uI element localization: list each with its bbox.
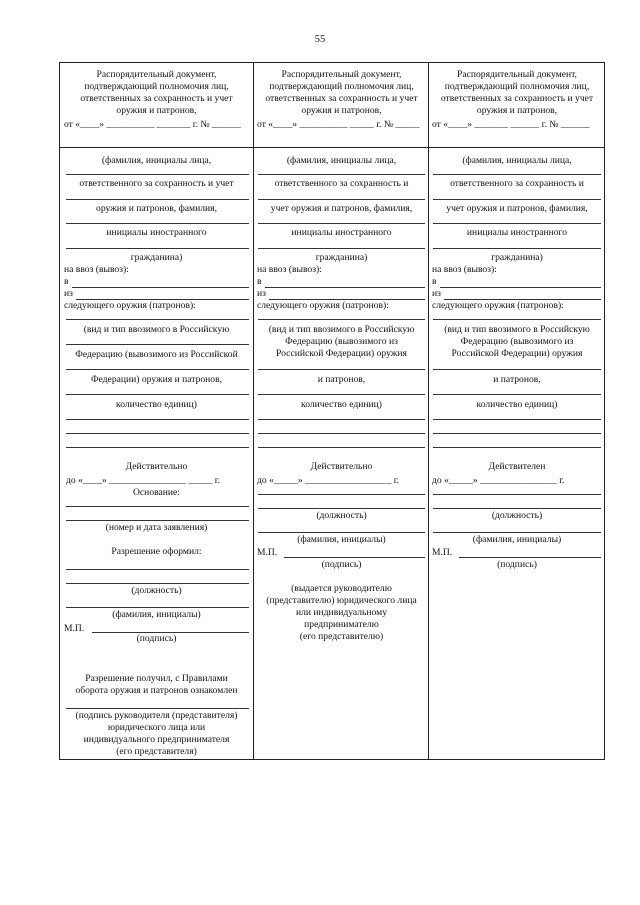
weapon-label-3: Федерации) оружия и патронов, <box>90 374 223 385</box>
issued-line-1: (выдается руководителю <box>291 583 392 594</box>
weapon-label-1: (вид и тип ввозимого в Российскую <box>444 324 590 335</box>
head-signature-label-2: юридического лица или <box>107 722 206 733</box>
signature-line <box>459 557 601 558</box>
person-label-2: ответственного за сохранность и учет <box>79 178 234 189</box>
weapon-label-3: Российской Федерации) оружия <box>451 348 583 359</box>
head-signature-label-3: индивидуального предпринимателя <box>83 734 230 745</box>
following-label: следующего оружия (патронов): <box>64 300 196 311</box>
person-line <box>258 174 425 175</box>
weapon-line <box>433 394 601 395</box>
form-table <box>59 62 605 760</box>
mp-label: М.П. <box>64 623 85 634</box>
page-number: 55 <box>314 34 326 45</box>
issuer-line <box>66 569 249 570</box>
quantity-label: количество единиц) <box>301 399 382 410</box>
blank-line <box>66 419 249 420</box>
valid-label: Действительно <box>310 461 373 472</box>
form-column-2 <box>253 63 429 759</box>
following-label: следующего оружия (патронов): <box>257 300 389 311</box>
from-label: из <box>257 288 266 299</box>
header-line-4: оружия и патронов, <box>116 105 197 116</box>
form-column-1 <box>60 63 253 759</box>
to-line <box>265 287 425 288</box>
basis-label: Основание: <box>133 487 180 498</box>
blank-line <box>66 433 249 434</box>
to-label: в <box>257 276 262 287</box>
person-label-3: учет оружия и патронов, фамилия, <box>446 203 588 214</box>
person-label-1: (фамилия, инициалы лица, <box>101 155 212 166</box>
position-label: (должность) <box>491 510 543 521</box>
application-label: (номер и дата заявления) <box>105 522 208 533</box>
person-line <box>66 199 249 200</box>
header-line-3: ответственных за сохранность и учет <box>80 93 233 104</box>
header-date-line: от «____» __________ _______ г. № ______ <box>64 119 241 130</box>
person-line <box>66 248 249 249</box>
person-line <box>258 248 425 249</box>
person-label-3: оружия и патронов, фамилия, <box>96 203 217 214</box>
to-label: в <box>64 276 69 287</box>
header-line-1: Распорядительный документ, <box>457 69 577 80</box>
person-line <box>433 223 601 224</box>
issued-line-3: или индивидуальному <box>295 607 388 618</box>
position-line <box>258 508 425 509</box>
header-line-2: подтверждающий полномочия лиц, <box>444 81 590 92</box>
header-line-2: подтверждающий полномочия лиц, <box>84 81 229 92</box>
issued-line-5: (его представителю) <box>299 631 384 642</box>
import-export-label: на ввоз (вывоз): <box>257 264 322 275</box>
name-line <box>66 607 249 608</box>
valid-until-line: до «____» ________________ _____ г. <box>66 475 221 486</box>
quantity-label: количество единиц) <box>116 399 197 410</box>
mp-label: М.П. <box>257 547 278 558</box>
blank-line <box>433 447 601 448</box>
person-line <box>433 248 601 249</box>
issued-line-2: (представителю) юридического лица <box>266 595 417 606</box>
person-line <box>433 199 601 200</box>
person-label-1: (фамилия, инициалы лица, <box>462 155 572 166</box>
blank-line <box>258 433 425 434</box>
name-line <box>258 532 425 533</box>
person-label-3: учет оружия и патронов, фамилия, <box>270 203 413 214</box>
valid-label: Действителен <box>488 461 546 472</box>
weapon-label-3: Российской Федерации) оружия <box>276 348 407 359</box>
blank-line <box>433 433 601 434</box>
import-export-label: на ввоз (вывоз): <box>64 264 129 275</box>
received-line-1: Разрешение получил, с Правилами <box>85 673 228 684</box>
weapon-line <box>258 369 425 370</box>
position-line <box>433 494 601 495</box>
person-label-5: гражданина) <box>491 252 543 263</box>
person-line <box>66 174 249 175</box>
person-label-5: гражданина) <box>130 252 183 263</box>
header-date-line: от «____» _______ ______ г. № ______ <box>432 119 590 130</box>
following-label: следующего оружия (патронов): <box>432 300 564 311</box>
person-line <box>258 199 425 200</box>
signature-line <box>284 557 425 558</box>
weapon-label-2: Федерацию (вывозимого из <box>460 336 574 347</box>
header-line-1: Распорядительный документ, <box>281 69 402 80</box>
basis-line <box>66 520 249 521</box>
weapon-line <box>258 319 425 320</box>
head-signature-label-1: (подпись руководителя (представителя) <box>75 710 238 721</box>
head-signature-label-4: (его представителя) <box>116 746 197 757</box>
basis-line <box>66 506 249 507</box>
quantity-label: количество единиц) <box>476 399 558 410</box>
received-line-2: оборота оружия и патронов ознакомлен <box>75 685 238 696</box>
mp-label: М.П. <box>432 547 453 558</box>
weapon-line <box>66 369 249 370</box>
header-line-1: Распорядительный документ, <box>96 69 217 80</box>
weapon-label-4: и патронов, <box>493 374 541 385</box>
name-label: (фамилия, инициалы) <box>472 534 562 545</box>
weapon-line <box>66 344 249 345</box>
valid-until-line: до «_____» ________________ г. <box>432 475 565 486</box>
position-label: (должность) <box>316 510 367 521</box>
head-signature-line <box>66 708 249 709</box>
person-line <box>258 223 425 224</box>
form-column-3 <box>428 63 605 759</box>
from-label: из <box>432 288 441 299</box>
from-label: из <box>64 288 73 299</box>
signature-label: (подпись) <box>136 633 177 644</box>
name-line <box>433 532 601 533</box>
person-label-2: ответственного за сохранность и <box>450 178 584 189</box>
issued-line-4: предпринимателю <box>304 619 379 630</box>
weapon-line <box>433 369 601 370</box>
weapon-line <box>258 394 425 395</box>
blank-line <box>433 419 601 420</box>
weapon-line <box>66 394 249 395</box>
header-line-4: оружия и патронов, <box>476 105 558 116</box>
person-label-4: инициалы иностранного <box>291 227 392 238</box>
weapon-line <box>433 319 601 320</box>
weapon-label-1: (вид и тип ввозимого в Российскую <box>83 324 230 335</box>
weapon-label-4: и патронов, <box>317 374 366 385</box>
weapon-label-2: Федерацию (вывозимого из Российской <box>75 349 238 360</box>
person-label-5: гражданина) <box>315 252 368 263</box>
valid-label: Действительно <box>125 461 188 472</box>
blank-line <box>66 447 249 448</box>
name-label: (фамилия, инициалы) <box>297 534 386 545</box>
name-label: (фамилия, инициалы) <box>112 609 201 620</box>
weapon-label-1: (вид и тип ввозимого в Российскую <box>268 324 415 335</box>
to-line <box>440 287 601 288</box>
position-label: (должность) <box>131 585 182 596</box>
position-line <box>433 508 601 509</box>
blank-line <box>258 447 425 448</box>
issuer-line <box>66 583 249 584</box>
person-line <box>66 223 249 224</box>
person-label-2: ответственного за сохранность и <box>274 178 409 189</box>
blank-line <box>258 419 425 420</box>
position-line <box>258 494 425 495</box>
weapon-label-2: Федерацию (вывозимого из <box>285 336 398 347</box>
valid-until-line: до «_____» __________________ г. <box>257 475 400 486</box>
permission-issued-label: Разрешение оформил: <box>111 546 202 557</box>
header-line-3: ответственных за сохранность и учет <box>440 93 594 104</box>
to-label: в <box>432 276 437 287</box>
person-label-1: (фамилия, инициалы лица, <box>286 155 397 166</box>
to-line <box>72 287 249 288</box>
header-line-2: подтверждающий полномочия лиц, <box>269 81 414 92</box>
header-line-3: ответственных за сохранность и учет <box>265 93 418 104</box>
person-label-4: инициалы иностранного <box>106 227 207 238</box>
signature-label: (подпись) <box>497 559 537 570</box>
import-export-label: на ввоз (вывоз): <box>432 264 497 275</box>
header-date-line: от «____» __________ _____ г. № _____ <box>257 119 420 130</box>
header-line-4: оружия и патронов, <box>301 105 382 116</box>
person-line <box>433 174 601 175</box>
signature-label: (подпись) <box>321 559 362 570</box>
person-label-4: инициалы иностранного <box>466 227 568 238</box>
weapon-line <box>66 319 249 320</box>
